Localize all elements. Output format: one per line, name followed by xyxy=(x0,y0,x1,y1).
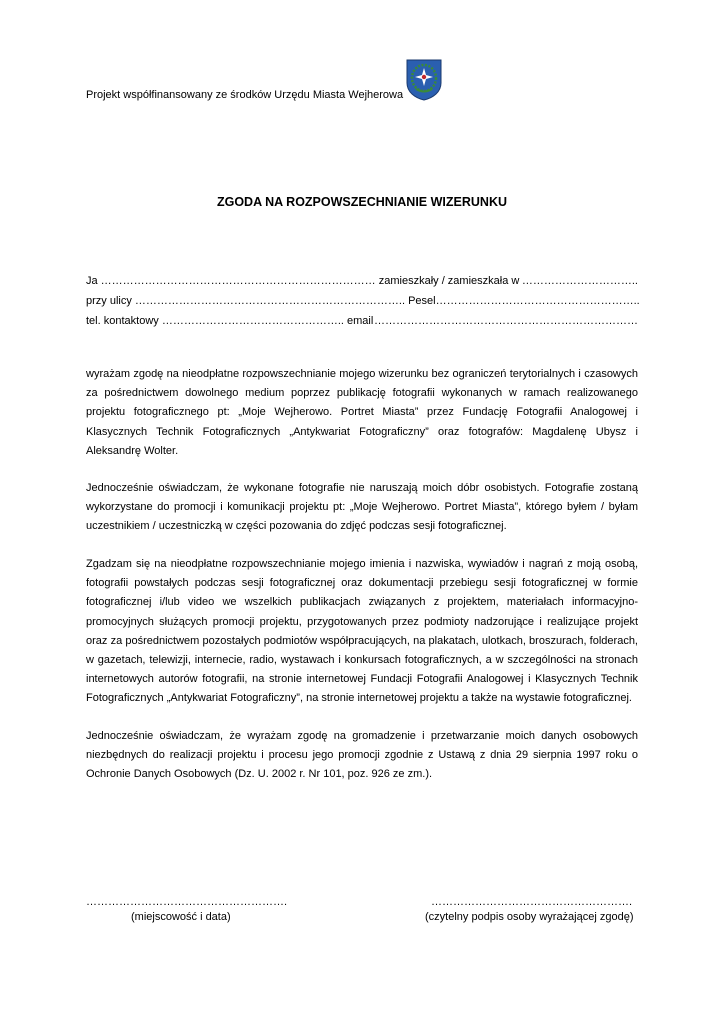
personal-data-fields xyxy=(86,271,638,331)
place-date-label: (miejscowość i data) xyxy=(131,911,231,923)
consent-paragraph-1: wyrażam zgodę na nieodpłatne rozpowszechnianie mojego wizerunku bez ograniczeń terytorialnych i czasowych za pośrednictwem dowolnego medium poprzez publikację fotografii wykonanych w ramach realizowanego projektu fotograficznego pt: „Moje Wejherowo. Portret Miasta” przez Fundację Fotografii Analogowej i Klasycznych Technik Fotograficznych „Antykwariat Fotograficzny” oraz fotografów: Magdalenę Ubysz i Aleksandrę Wolter. xyxy=(86,368,638,457)
phone-email-line xyxy=(86,311,638,331)
pesel-field-dots: ……………………………………………….. xyxy=(435,295,640,307)
address-field-dots: ………………………….. xyxy=(521,275,638,287)
consent-paragraph-3: Zgadzam się na nieodpłatne rozpowszechnianie mojego imienia i nazwiska, wywiadów i nagrań z moją osobą, fotografii powstałych podczas sesji fotograficznej oraz dokumentacji przebiegu sesji fotograficznej w formie fotograficznej i/lub video we wszelkich publikacjach związanych z projektem, materiałach informacyjno-promocyjnych służących promocji projektu, przygotowanych przez podmioty nadzorujące i realizujące projekt oraz za pośrednictwem pozostałych podmiotów współpracujących, na plakatach, ulotkach, broszurach, folderach, w gazetach, telewizji, internecie, radio, wystawach i konkursach fotograficznych, a w szczególności na stronach internetowych autorów fotografii, na stronie internetowej Fundacji Fotografii Analogowej i Klasycznych Technik Fotograficznych „Antykwariat Fotograficzny”, na stronie internetowej projektu a także na wystawie fotograficznej. xyxy=(86,558,638,705)
street-pesel-line xyxy=(86,291,638,311)
name-field-label: Ja ………………………………………………………………… zamieszkały / zamieszkała w xyxy=(86,275,520,287)
consent-paragraph-4: Jednocześnie oświadczam, że wyrażam zgodę na gromadzenie i przetwarzanie moich danych osobowych niezbędnych do realizacji projektu i procesu jego promocji zgodnie z Ustawą z dnia 29 sierpnia 1997 roku o Ochronie Danych Osobowych (Dz. U. 2002 r. Nr 101, poz. 926 ze zm.). xyxy=(86,730,638,781)
signature-line: ………………………………………………. xyxy=(431,896,633,908)
document-title: ZGODA NA ROZPOWSZECHNIANIE WIZERUNKU xyxy=(216,195,508,209)
street-field-label: przy ulicy ……………………………………………………………….. Pesel xyxy=(86,295,436,307)
consent-paragraph-2: Jednocześnie oświadczam, że wykonane fotografie nie naruszają moich dóbr osobistych. Fotografie zostaną wykorzystane do promocji i komunikacji projektu pt: „Moje Wejherowo. Portret Miasta”, którego byłem / byłam uczestnikiem / uczestniczką w części pozowania do zdjęć podczas sesji fotograficznej. xyxy=(86,482,638,533)
signature-label: (czytelny podpis osoby wyrażającej zgodę) xyxy=(425,911,634,923)
email-field-dots: ……………………………………………………………… xyxy=(374,315,638,327)
place-date-signature-line: ………………………………………………. xyxy=(86,896,288,908)
phone-field-label: tel. kontaktowy ………………………………………….. email xyxy=(86,315,374,327)
funding-note: Projekt współfinansowany ze środków Urzędu Miasta Wejherowa xyxy=(86,89,404,101)
name-address-line xyxy=(86,271,638,291)
wejherowo-coat-of-arms-icon xyxy=(406,59,442,101)
